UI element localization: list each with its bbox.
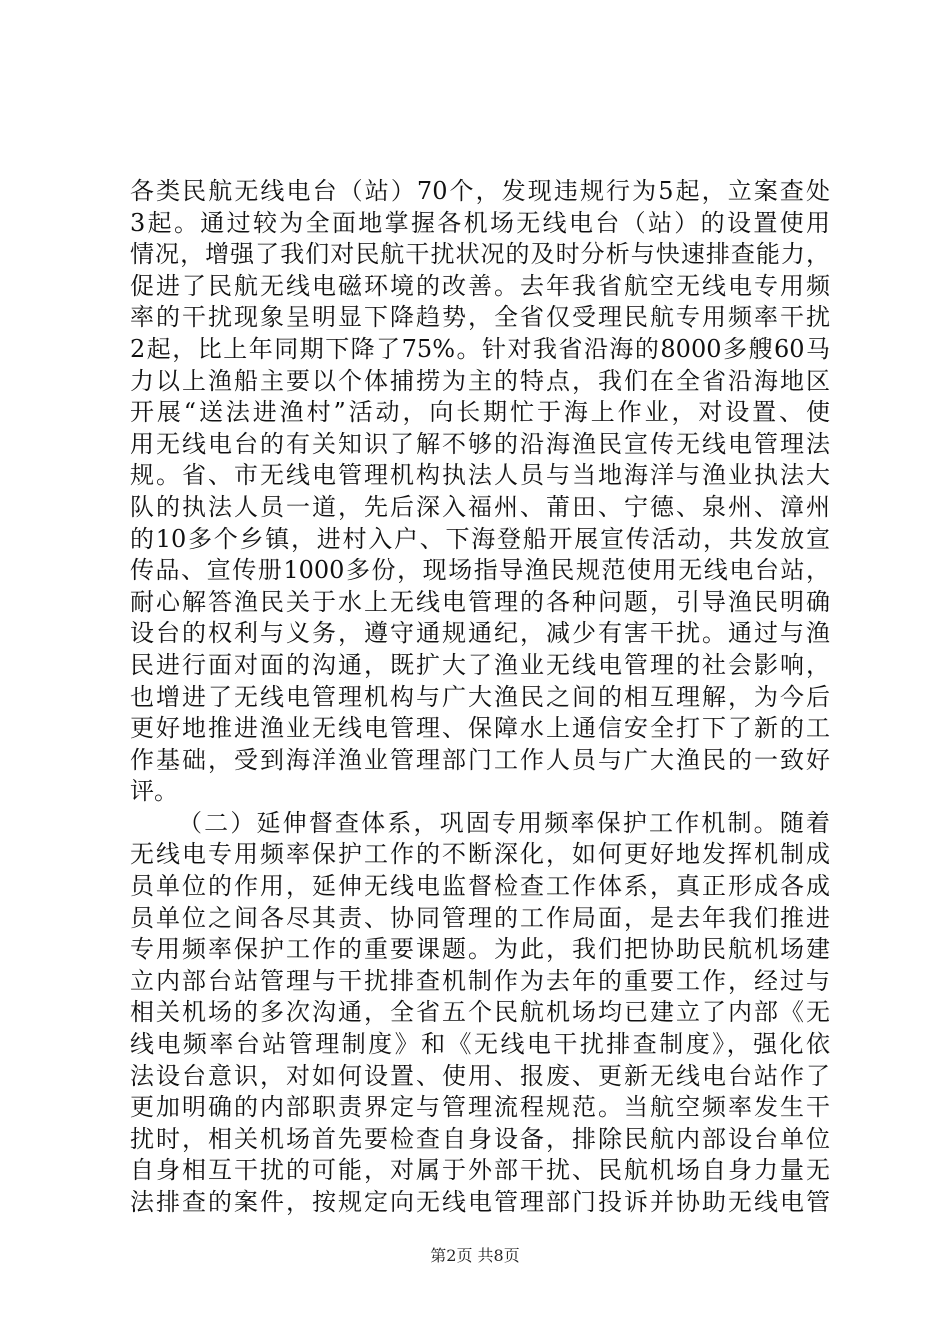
text-line: 规。省、市无线电管理机构执法人员与当地海洋与渔业执法大: [130, 461, 830, 490]
text-line: 线电频率台站管理制度》和《无线电干扰排查制度》，强化依: [130, 1030, 830, 1059]
text-line: 民进行面对面的沟通，既扩大了渔业无线电管理的社会影响，: [130, 650, 830, 679]
text-line: 员单位的作用，延伸无线电监督检查工作体系，真正形成各成: [130, 872, 830, 901]
text-line: 自身相互干扰的可能，对属于外部干扰、民航机场自身力量无: [130, 1156, 830, 1185]
page-number: 第2页 共8页: [430, 1246, 520, 1265]
text-line: 队的执法人员一道，先后深入福州、莆田、宁德、泉州、漳州: [130, 492, 830, 521]
document-body: [130, 176, 830, 1219]
paragraph-2: [130, 808, 830, 1219]
text-line: （二）延伸督查体系，巩固专用频率保护工作机制。随着: [178, 808, 830, 837]
text-line: 法设台意识，对如何设置、使用、报废、更新无线电台站作了: [130, 1061, 830, 1090]
text-line: 传品、宣传册1000多份，现场指导渔民规范使用无线电台站，: [130, 556, 830, 585]
text-line: 作基础，受到海洋渔业管理部门工作人员与广大渔民的一致好: [130, 745, 830, 774]
page-footer: [0, 1243, 950, 1266]
text-line: 相关机场的多次沟通，全省五个民航机场均已建立了内部《无: [130, 998, 830, 1027]
text-line: 立内部台站管理与干扰排查机制作为去年的重要工作，经过与: [130, 966, 830, 995]
text-line: 3起。通过较为全面地掌握各机场无线电台（站）的设置使用: [130, 208, 830, 237]
text-line: 法排查的案件，按规定向无线电管理部门投诉并协助无线电管: [130, 1188, 830, 1216]
text-line: 扰时，相关机场首先要检查自身设备，排除民航内部设台单位: [130, 1124, 830, 1153]
text-line: 更好地推进渔业无线电管理、保障水上通信安全打下了新的工: [130, 714, 830, 743]
text-line: 开展“送法进渔村”活动，向长期忙于海上作业，对设置、使: [130, 398, 830, 427]
text-line: 促进了民航无线电磁环境的改善。去年我省航空无线电专用频: [130, 271, 830, 300]
text-line: 设台的权利与义务，遵守通规通纪，减少有害干扰。通过与渔: [130, 619, 830, 648]
text-line: 力以上渔船主要以个体捕捞为主的特点，我们在全省沿海地区: [130, 366, 830, 395]
text-line: 耐心解答渔民关于水上无线电管理的各种问题，引导渔民明确: [130, 587, 830, 616]
text-line: 率的干扰现象呈明显下降趋势，全省仅受理民航专用频率干扰: [130, 303, 830, 332]
text-line: 员单位之间各尽其责、协同管理的工作局面，是去年我们推进: [130, 903, 830, 932]
text-line: 评。: [130, 777, 178, 806]
text-line: 2起，比上年同期下降了75%。针对我省沿海的8000多艘60马: [130, 334, 830, 363]
text-line: 用无线电台的有关知识了解不够的沿海渔民宣传无线电管理法: [130, 429, 830, 458]
text-line: 各类民航无线电台（站）70个，发现违规行为5起，立案查处: [130, 177, 830, 205]
text-line: 情况，增强了我们对民航干扰状况的及时分析与快速排查能力，: [130, 240, 830, 269]
paragraph-1: [130, 176, 830, 808]
text-line: 无线电专用频率保护工作的不断深化，如何更好地发挥机制成: [130, 840, 830, 869]
text-line: 专用频率保护工作的重要课题。为此，我们把协助民航机场建: [130, 935, 830, 964]
text-line: 也增进了无线电管理机构与广大渔民之间的相互理解，为今后: [130, 682, 830, 711]
text-line: 更加明确的内部职责界定与管理流程规范。当航空频率发生干: [130, 1093, 830, 1122]
text-line: 的10多个乡镇，进村入户、下海登船开展宣传活动，共发放宣: [130, 524, 830, 553]
